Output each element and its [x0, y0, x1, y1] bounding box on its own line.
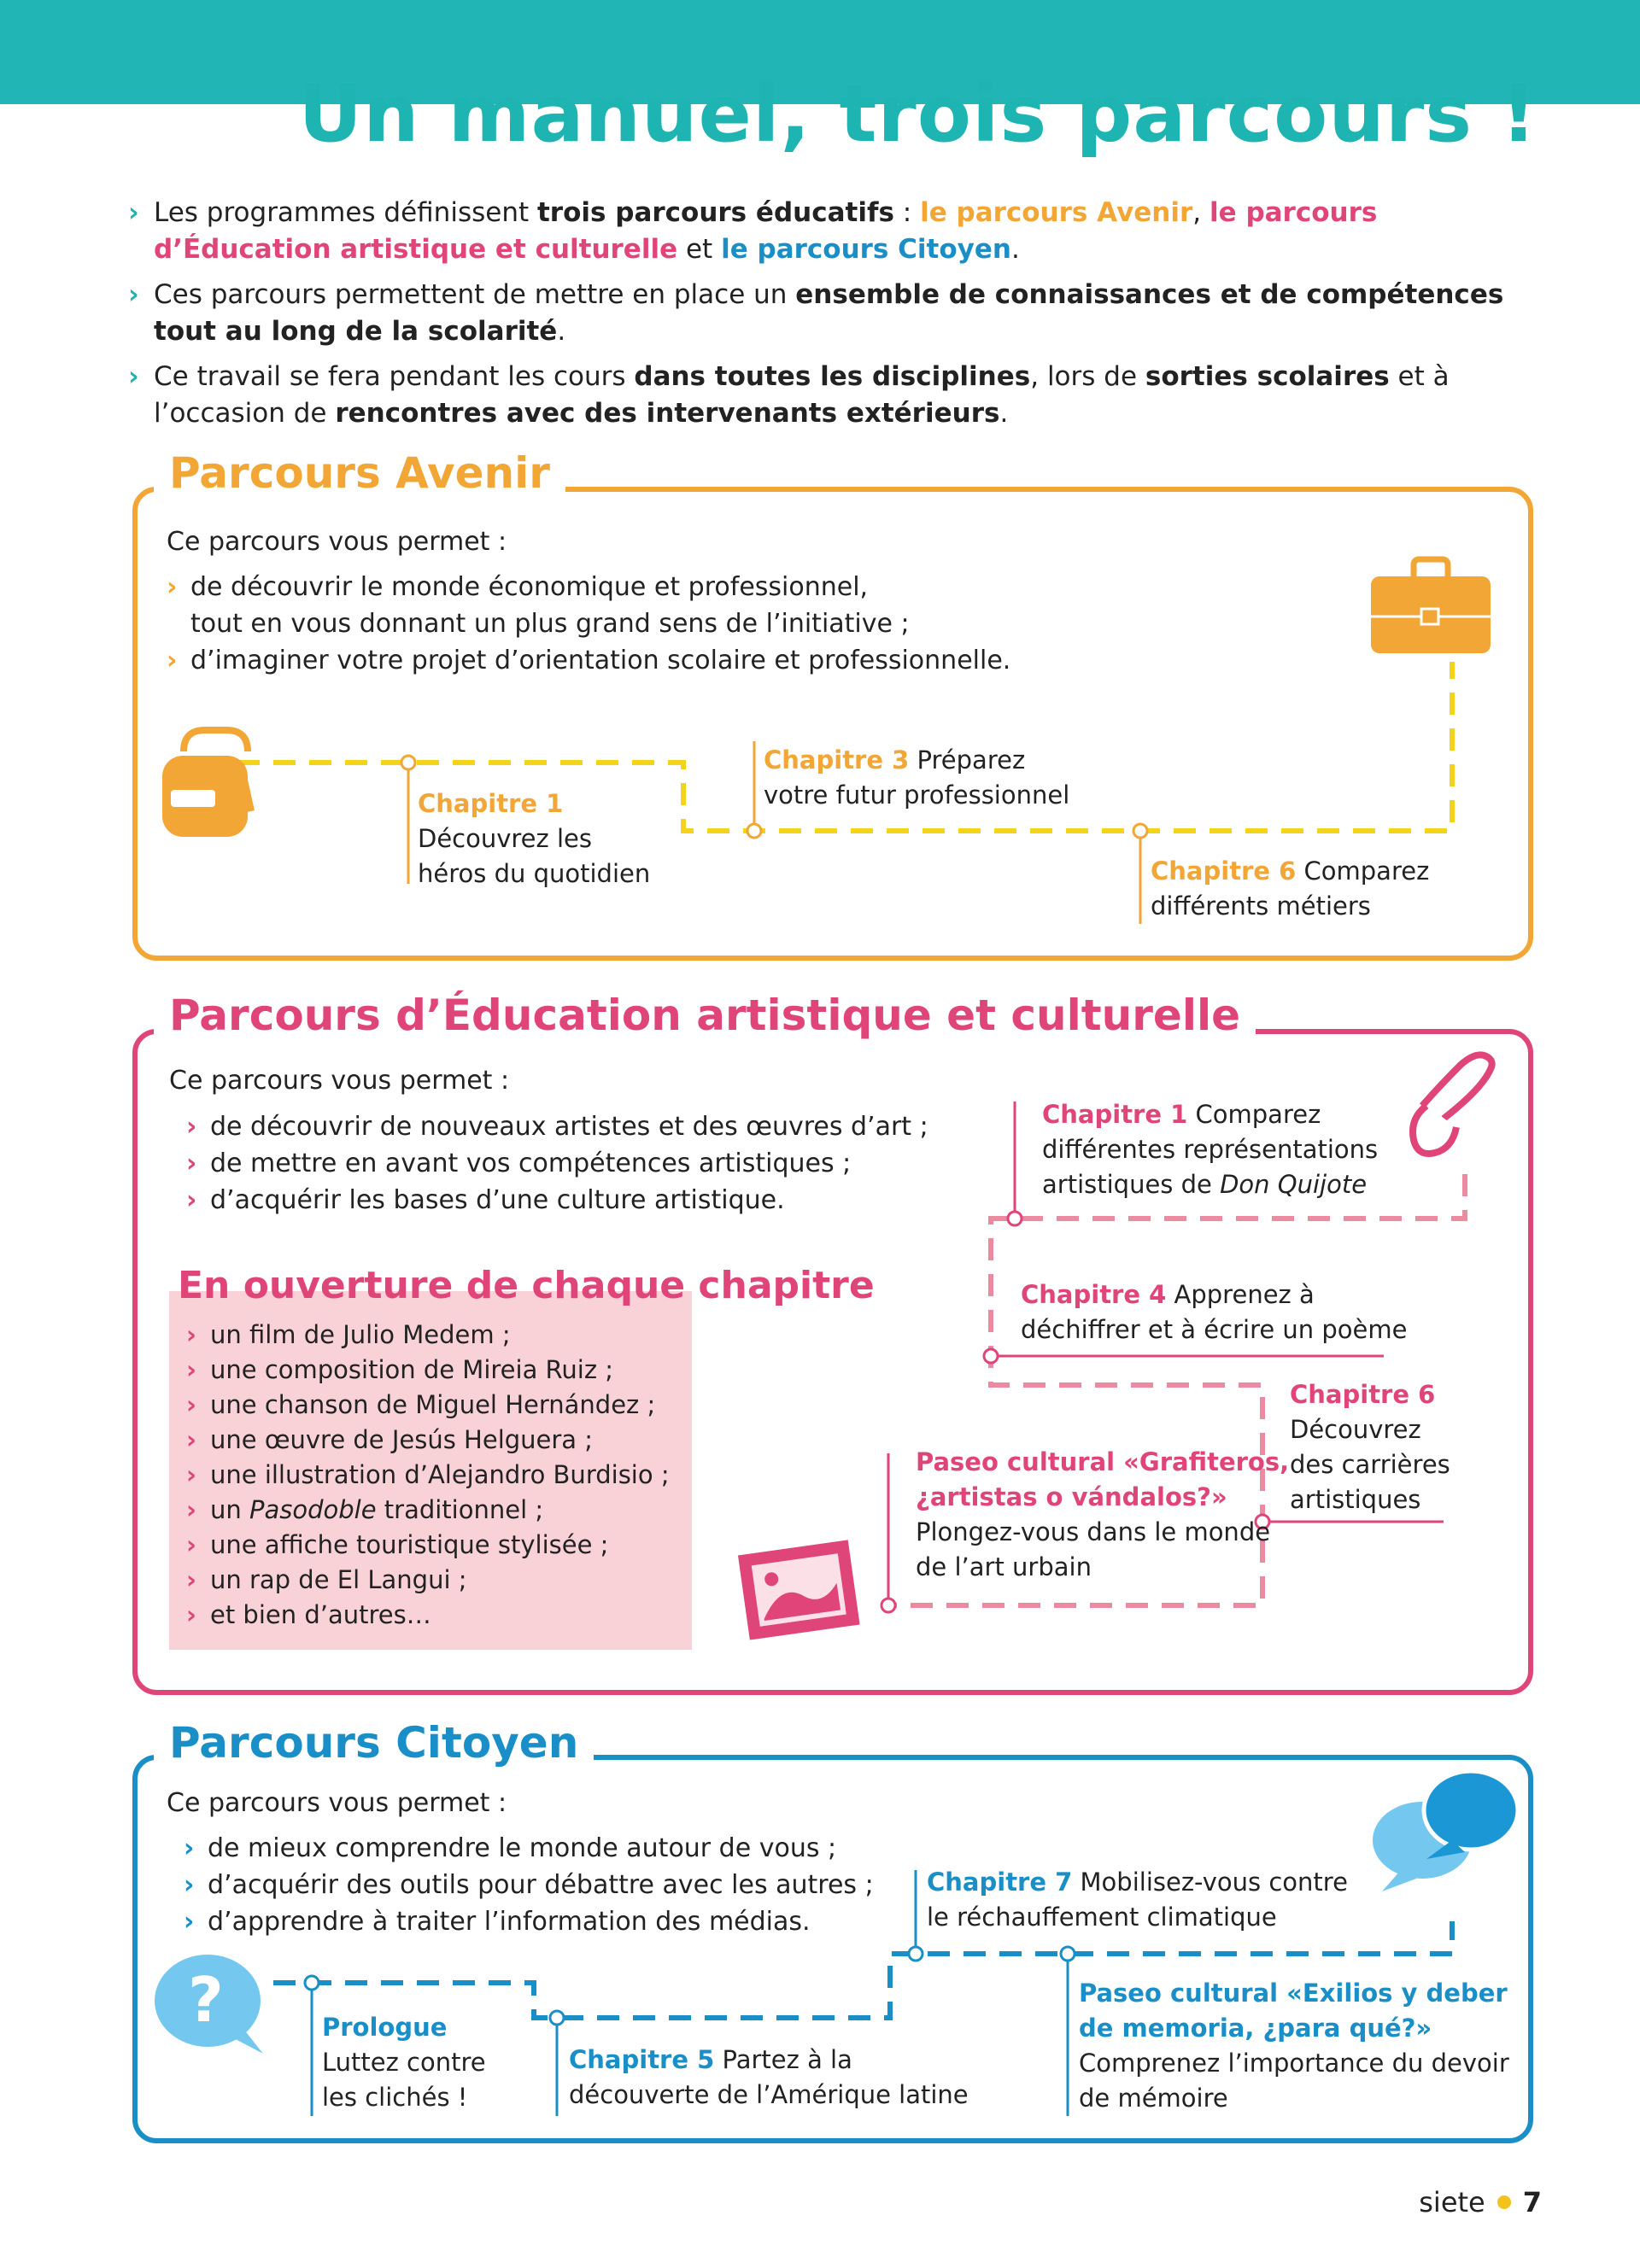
chevron-icon: ›: [184, 1907, 195, 1937]
list-item: › une illustration d’Alejandro Burdisio ;: [186, 1460, 670, 1489]
list-item: › une œuvre de Jesús Helguera ;: [186, 1425, 594, 1454]
arts-chapter-4: Chapitre 4 Apprenez à déchiffrer et à écrire un poème: [1021, 1280, 1408, 1344]
list-item: › et bien d’autres…: [186, 1600, 431, 1629]
list-item: › une composition de Mireia Ruiz ;: [186, 1355, 614, 1384]
arts-item-3: › d’acquérir les bases d’une culture artistique.: [186, 1182, 928, 1219]
bullet-dot-icon: [1497, 2195, 1511, 2209]
avenir-item-2: d’imaginer votre projet d’orientation scolaire et professionnelle.: [190, 646, 1011, 675]
avenir-chapter-1: Chapitre 1 Découvrez les héros du quotidien: [418, 789, 651, 888]
chevron-icon: ›: [167, 572, 178, 602]
intro-paragraph-1: › Les programmes définissent trois parcours éducatifs : le parcours Avenir, le parcours d’Éducation artistique et culturelle et le parcours Citoyen.: [128, 195, 1538, 268]
arts-list: [186, 1108, 928, 1219]
briefcase-icon: [1371, 559, 1491, 653]
arts-chapter-6: Chapitre 6 Découvrez des carrières artistiques: [1290, 1380, 1450, 1514]
arts-item-2: › de mettre en avant vos compétences artistiques ;: [186, 1145, 928, 1182]
avenir-item-1: de découvrir le monde économique et professionnel,: [190, 572, 869, 602]
chevron-icon: ›: [128, 197, 139, 228]
list-item: › une chanson de Miguel Hernández ;: [186, 1390, 656, 1419]
page-title: Un manuel, trois parcours !: [298, 68, 1538, 160]
question-mark-glyph: ?: [188, 1964, 224, 2036]
avenir-lead: Ce parcours vous permet :: [167, 527, 507, 557]
chevron-icon: ›: [167, 646, 178, 675]
picture-frame-icon: [738, 1540, 860, 1640]
page-footer: [1419, 2186, 1542, 2218]
citoyen-title: Parcours Citoyen: [154, 1718, 594, 1768]
page-number: 7: [1522, 2186, 1542, 2218]
citoyen-prologue: Prologue Luttez contre les clichés !: [322, 2013, 486, 2112]
chevron-icon: ›: [128, 279, 139, 310]
arts-lead: Ce parcours vous permet :: [169, 1066, 510, 1096]
citoyen-list: [184, 1830, 874, 1940]
arts-item-1: › de découvrir de nouveaux artistes et des œuvres d’art ;: [186, 1108, 928, 1145]
avenir-chapter-3: Chapitre 3 Préparez votre futur professionnel: [764, 745, 1070, 810]
avenir-list: [167, 569, 1010, 679]
chevron-icon: ›: [184, 1870, 195, 1900]
citoyen-paseo: Paseo cultural «Exilios y deber de memoria, ¿para qué?» Comprenez l’importance du devoir de mémoire: [1079, 1979, 1509, 2113]
list-item: › un Pasodoble traditionnel ;: [186, 1495, 544, 1524]
chevron-icon: ›: [186, 1112, 197, 1142]
citoyen-item-2: › d’acquérir des outils pour débattre avec les autres ;: [184, 1867, 874, 1903]
ouverture-title: En ouverture de chaque chapitre: [178, 1264, 875, 1307]
ouverture-list: [186, 1318, 670, 1633]
citoyen-item-3: › d’apprendre à traiter l’information des médias.: [184, 1903, 874, 1940]
avenir-chapter-6: Chapitre 6 Comparez différents métiers: [1151, 856, 1430, 921]
chevron-icon: ›: [128, 361, 139, 392]
citoyen-lead: Ce parcours vous permet :: [167, 1788, 507, 1818]
citoyen-chapter-5: Chapitre 5 Partez à la découverte de l’Amérique latine: [569, 2045, 969, 2109]
list-item: › un film de Julio Medem ;: [186, 1320, 511, 1349]
list-item: › un rap de El Langui ;: [186, 1565, 467, 1594]
backpack-icon: [162, 730, 251, 837]
page-word: siete: [1419, 2186, 1485, 2218]
arts-chapter-1: Chapitre 1 Comparez différentes représentations artistiques de Don Quijote: [1042, 1100, 1379, 1199]
intro-paragraph-3: › Ce travail se fera pendant les cours dans toutes les disciplines, lors de sorties scolaires et à l’occasion de rencontres avec des intervenants extérieurs.: [128, 359, 1538, 432]
speech-bubbles-icon: [1373, 1771, 1518, 1891]
citoyen-item-1: › de mieux comprendre le monde autour de vous ;: [184, 1830, 874, 1867]
chevron-icon: ›: [186, 1149, 197, 1178]
arts-title: Parcours d’Éducation artistique et culturelle: [154, 991, 1256, 1040]
list-item: › une affiche touristique stylisée ;: [186, 1530, 609, 1559]
chevron-icon: ›: [184, 1833, 195, 1863]
intro-paragraph-2: › Ces parcours permettent de mettre en place un ensemble de connaissances et de compétences tout au long de la scolarité.: [128, 277, 1538, 350]
arts-paseo: Paseo cultural «Grafiteros, ¿artistas o vándalos?» Plongez-vous dans le monde de l’art urbain: [916, 1447, 1290, 1581]
paintbrush-icon: [1413, 1055, 1492, 1154]
avenir-item-1-cont: tout en vous donnant un plus grand sens de l’initiative ;: [190, 609, 910, 639]
citoyen-chapter-7: Chapitre 7 Mobilisez-vous contre le réchauffement climatique: [927, 1868, 1348, 1932]
avenir-title: Parcours Avenir: [154, 448, 565, 498]
chevron-icon: ›: [186, 1185, 197, 1215]
